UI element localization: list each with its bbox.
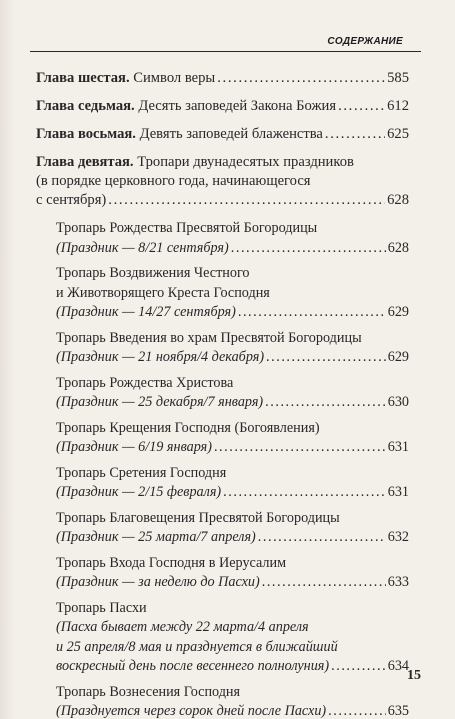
- toc-troparion-meeting-lord: [56, 464, 409, 503]
- troparion-title: Тропарь Пасхи: [56, 599, 147, 616]
- chapter-subtitle-line: с сентября): [36, 192, 107, 208]
- page-ref: 633: [387, 574, 409, 590]
- troparion-title: Тропарь Введения во храм Пресвятой Богородицы: [56, 329, 362, 346]
- page-ref: 585: [387, 70, 409, 86]
- chapter-label: Глава седьмая.: [36, 98, 135, 114]
- dot-leader: [328, 702, 386, 719]
- troparion-title-cont: и Животворящего Креста Господня: [56, 284, 270, 301]
- feast-date: (Праздник — 6/19 января): [56, 439, 212, 455]
- page-ref: 632: [387, 529, 409, 545]
- chapter-subtitle-line: (в порядке церковного года, начинающегося: [36, 173, 311, 189]
- dot-leader: [262, 573, 386, 593]
- dot-leader: [214, 438, 386, 458]
- troparion-title: Тропарь Рождества Пресвятой Богородицы: [56, 220, 318, 236]
- dot-leader: [217, 69, 385, 88]
- toc-troparion-nativity-theotokos: [56, 219, 409, 258]
- table-of-contents: [36, 69, 409, 719]
- feast-date: (Праздник — 2/15 февраля): [56, 484, 222, 500]
- page-ref: 631: [387, 439, 409, 455]
- toc-chapter-8: [36, 125, 409, 144]
- feast-date: (Праздник — за неделю до Пасхи): [56, 574, 260, 590]
- chapter-title: Десять заповедей Закона Божия: [138, 98, 337, 114]
- chapter-label: Глава шестая.: [36, 70, 130, 86]
- page-number: 15: [407, 668, 421, 683]
- dot-leader: [108, 191, 385, 210]
- troparion-title: Тропарь Сретения Господня: [56, 464, 227, 481]
- toc-troparion-exaltation-cross: [56, 264, 409, 323]
- toc-troparion-annunciation: [56, 509, 409, 548]
- toc-troparion-entry-jerusalem: [56, 554, 409, 593]
- chapter-title: Символ веры: [133, 70, 216, 86]
- page-ref: 631: [387, 484, 409, 500]
- toc-chapter-9: [36, 153, 409, 210]
- feast-date: (Праздник — 21 ноября/4 декабря): [56, 349, 265, 365]
- chapter-title: Тропари двунадесятых праздников: [137, 154, 354, 170]
- page-ref: 630: [387, 394, 409, 410]
- troparion-title: Тропарь Рождества Христова: [56, 374, 234, 391]
- toc-chapter-6: [36, 69, 409, 88]
- toc-troparion-theophany: [56, 419, 409, 458]
- dot-leader: [338, 97, 385, 116]
- page-ref: 628: [387, 192, 409, 208]
- toc-troparion-entry-temple: [56, 329, 409, 368]
- page-ref: 625: [387, 126, 409, 142]
- toc-troparion-pascha: [56, 599, 409, 677]
- feast-date: (Праздник — 8/21 сентября): [56, 239, 229, 256]
- feast-date-cont: и 25 апреля/8 мая и празднуется в ближайший: [56, 638, 338, 655]
- chapter-label: Глава восьмая.: [36, 126, 136, 142]
- page-ref: 628: [387, 239, 409, 256]
- dot-leader: [331, 657, 386, 677]
- chapter-label: Глава девятая.: [36, 154, 134, 170]
- feast-date-cont: воскресный день после весеннего полнолуния): [56, 658, 330, 674]
- dot-leader: [223, 483, 386, 503]
- troparion-title: Тропарь Входа Господня в Иерусалим: [56, 554, 287, 571]
- page-ref: 629: [387, 349, 409, 365]
- feast-date: (Пасха бывает между 22 марта/4 апреля: [56, 619, 309, 635]
- feast-date: (Праздник — 25 декабря/7 января): [56, 394, 264, 410]
- toc-troparion-ascension: [56, 683, 409, 719]
- troparion-title: Тропарь Крещения Господня (Богоявления): [56, 419, 320, 436]
- dot-leader: [266, 348, 386, 368]
- page-ref: 635: [387, 703, 409, 719]
- feast-date: (Празднуется через сорок дней после Пасхи): [56, 703, 327, 719]
- troparion-title: Тропарь Благовещения Пресвятой Богородицы: [56, 509, 340, 526]
- page-ref: 612: [387, 98, 409, 114]
- dot-leader: [231, 239, 386, 259]
- feast-date: (Праздник — 25 марта/7 апреля): [56, 529, 256, 545]
- chapter-title: Девять заповедей блаженства: [139, 126, 323, 142]
- running-head: СОДЕРЖАНИЕ: [327, 36, 403, 47]
- dot-leader: [238, 303, 386, 323]
- dot-leader: [258, 528, 386, 548]
- header-rule: [30, 51, 421, 52]
- troparion-title: Тропарь Вознесения Господня: [56, 683, 241, 700]
- dot-leader: [265, 393, 386, 413]
- troparion-title: Тропарь Воздвижения Честного: [56, 265, 250, 281]
- toc-troparion-nativity-christ: [56, 374, 409, 413]
- dot-leader: [325, 125, 385, 144]
- toc-chapter-7: [36, 97, 409, 116]
- feast-date: (Праздник — 14/27 сентября): [56, 304, 236, 320]
- page-ref: 634: [387, 658, 409, 674]
- page-ref: 629: [387, 304, 409, 320]
